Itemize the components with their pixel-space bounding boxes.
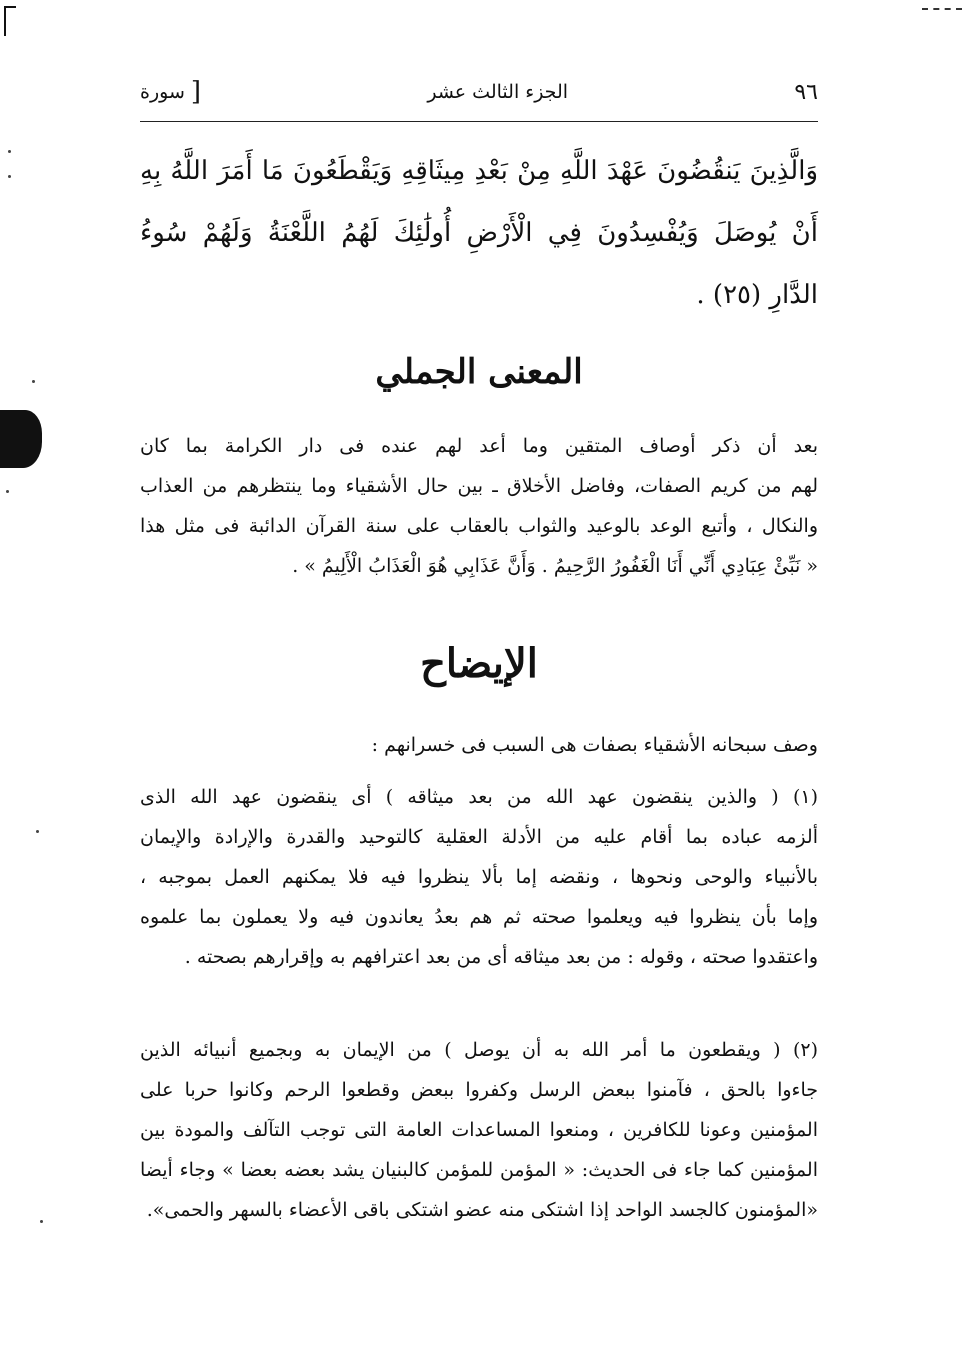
header-rule [140, 121, 818, 122]
paragraph-line: بعد أن ذكر أوصاف المتقين وما أعد لهم عنده فى دار الكرامة بما كان [140, 435, 818, 457]
paragraph-line: (٢) ( ويقطعون ما أمر الله به أن يوصل ) من الإيمان به وبجميع أنبيائه الذين [140, 1039, 818, 1061]
surah-bracket: [ [190, 77, 202, 107]
page-number: ٩٦ [794, 79, 818, 105]
paragraph-line: «المؤمنون كالجسد الواحد إذا اشتكى منه عضو اشتكى باقى الأعضاء بالسهر والحمى». [146, 1199, 818, 1221]
verse-line: وَالَّذِينَ يَنقُضُونَ عَهْدَ اللَّهِ مِنْ بَعْدِ مِيثَاقِهِ وَيَقْطَعُونَ مَا أَمَرَ اللَّهُ بِهِ [140, 156, 818, 186]
paragraph-line: وصف سبحانه الأشقياء بصفات هى السبب فى خسرانهم : [371, 734, 818, 756]
explanation-item-2 [140, 1030, 818, 1230]
scan-ink-blot [0, 410, 42, 468]
surah-label: سورة [140, 81, 185, 103]
paragraph-line: والنكال ، وأتبع الوعد بالوعيد والثواب بالعقاب على سنة القرآن الدائبة فى مثل هذا [140, 515, 818, 537]
paragraph-line: جاءوا بالحق ، فآمنوا ببعض الرسل وكفروا ببعض وقطعوا الرحم وكانوا حربا على [140, 1079, 818, 1101]
paragraph-line: (١) ( والذين ينقضون عهد الله من بعد ميثاقه ) أى ينقضون عهد الله الذى [140, 786, 818, 808]
section-title-general-meaning: المعنى الجملي [375, 352, 583, 392]
scan-speck [8, 150, 11, 153]
scan-corner-mark [4, 6, 16, 36]
paragraph-line: ألزمه عباده بما أقام عليه من الأدلة العقلية كالتوحيد والقدرة والإرادة والإيمان [140, 826, 818, 848]
section-title-explanation: الإيضاح [420, 640, 538, 687]
paragraph-line: وإما بأن ينظروا فيه ويعلموا صحته ثم هم بعدُ يعاندون فيه ولا يعملون بما علموه [140, 906, 818, 928]
paragraph-line: المؤمنين كما جاء فى الحديث: « المؤمن للمؤمن كالبنيان يشد بعضه بعضا » وجاء أيضا [140, 1159, 818, 1181]
paragraph-line: لهم من كريم الصفات، وفاضل الأخلاق ـ بين حال الأشقياء وما ينتظرهم من العذاب [140, 475, 818, 497]
scan-speck [8, 175, 11, 178]
page-header [140, 72, 818, 112]
quran-verse [140, 140, 818, 326]
scan-edge-mark [922, 8, 962, 10]
general-meaning-paragraph [140, 426, 818, 586]
verse-line: أَنْ يُوصَلَ وَيُفْسِدُونَ فِي الْأَرْضِ أُولَٰئِكَ لَهُمُ اللَّعْنَةُ وَلَهُمْ سُوءُ [140, 218, 818, 248]
explanation-item-1 [140, 777, 818, 977]
paragraph-line: بالأنبياء والوحى ونحوها ، ونقضه إما بألا ينظروا فيه فلا يمكنهم العمل بموجبه ، [140, 866, 818, 888]
scan-speck [32, 380, 35, 383]
part-title: الجزء الثالث عشر [427, 81, 569, 103]
scan-speck [6, 490, 9, 493]
paragraph-line: « نَبِّئْ عِبَادِي أَنِّي أَنَا الْغَفُورُ الرَّحِيمُ . وَأَنَّ عَذَابِي هُوَ الْعَذَابُ الْأَلِيمُ » . [292, 555, 818, 577]
surah-label-group [140, 77, 201, 107]
scan-speck [36, 830, 39, 833]
verse-line: الدَّارِ (٢٥) . [696, 280, 818, 310]
paragraph-line: واعتقدوا صحته ، وقوله : من بعد ميثاقه أى من بعد اعترافهم به وإقرارهم بصحته . [184, 946, 818, 968]
explanation-intro [140, 725, 818, 765]
paragraph-line: المؤمنين وعونا للكافرين ، ومنعوا المساعدات العامة التى توجب التآلف والمودة بين [140, 1119, 818, 1141]
scan-speck [40, 1220, 43, 1223]
